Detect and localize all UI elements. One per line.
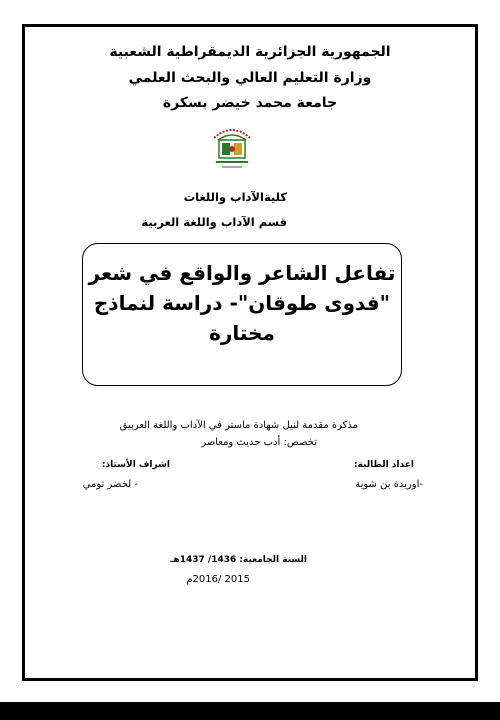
republic-name: الجمهورية الجزائرية الديمقراطية الشعبية (109, 44, 391, 60)
thesis-title-line-3: مختارة (209, 321, 275, 345)
thesis-title-box (82, 243, 402, 386)
student-name: -اوريدة بن شوية (355, 479, 423, 490)
university-logo (210, 124, 254, 170)
department-name: قسم الآداب واللغة العربية (141, 215, 287, 229)
supervisor-name: - لخضر تومي (82, 479, 138, 490)
university-name: جامعة محمد خيضر بسكرة (162, 95, 338, 111)
academic-year-hijri: السنة الجامعية: 1436/ 1437هـ (170, 555, 307, 565)
ministry-name: وزارة التعليم العالي والبحث العلمي (128, 70, 372, 86)
faculty-name: كليةالآداب واللغات (183, 190, 287, 204)
specialty: تخصص: أدب حديث ومعاصر (201, 437, 317, 448)
thesis-title-line-2: "فدوى طوقان"- دراسة لنماذج (93, 291, 391, 315)
student-label: اعداد الطالبة: (354, 460, 414, 470)
bottom-bar (0, 702, 500, 720)
supervisor-label: اشراف الأستاذ: (101, 460, 170, 470)
thesis-title-line-1: تفاعل الشاعر والواقع في شعر (88, 261, 396, 285)
memo-description: مذكرة مقدمة لنيل شهادة ماستر في الآداب واللغة العربيق (119, 420, 358, 431)
academic-year-gregorian: 2015 /2016م (186, 574, 250, 585)
